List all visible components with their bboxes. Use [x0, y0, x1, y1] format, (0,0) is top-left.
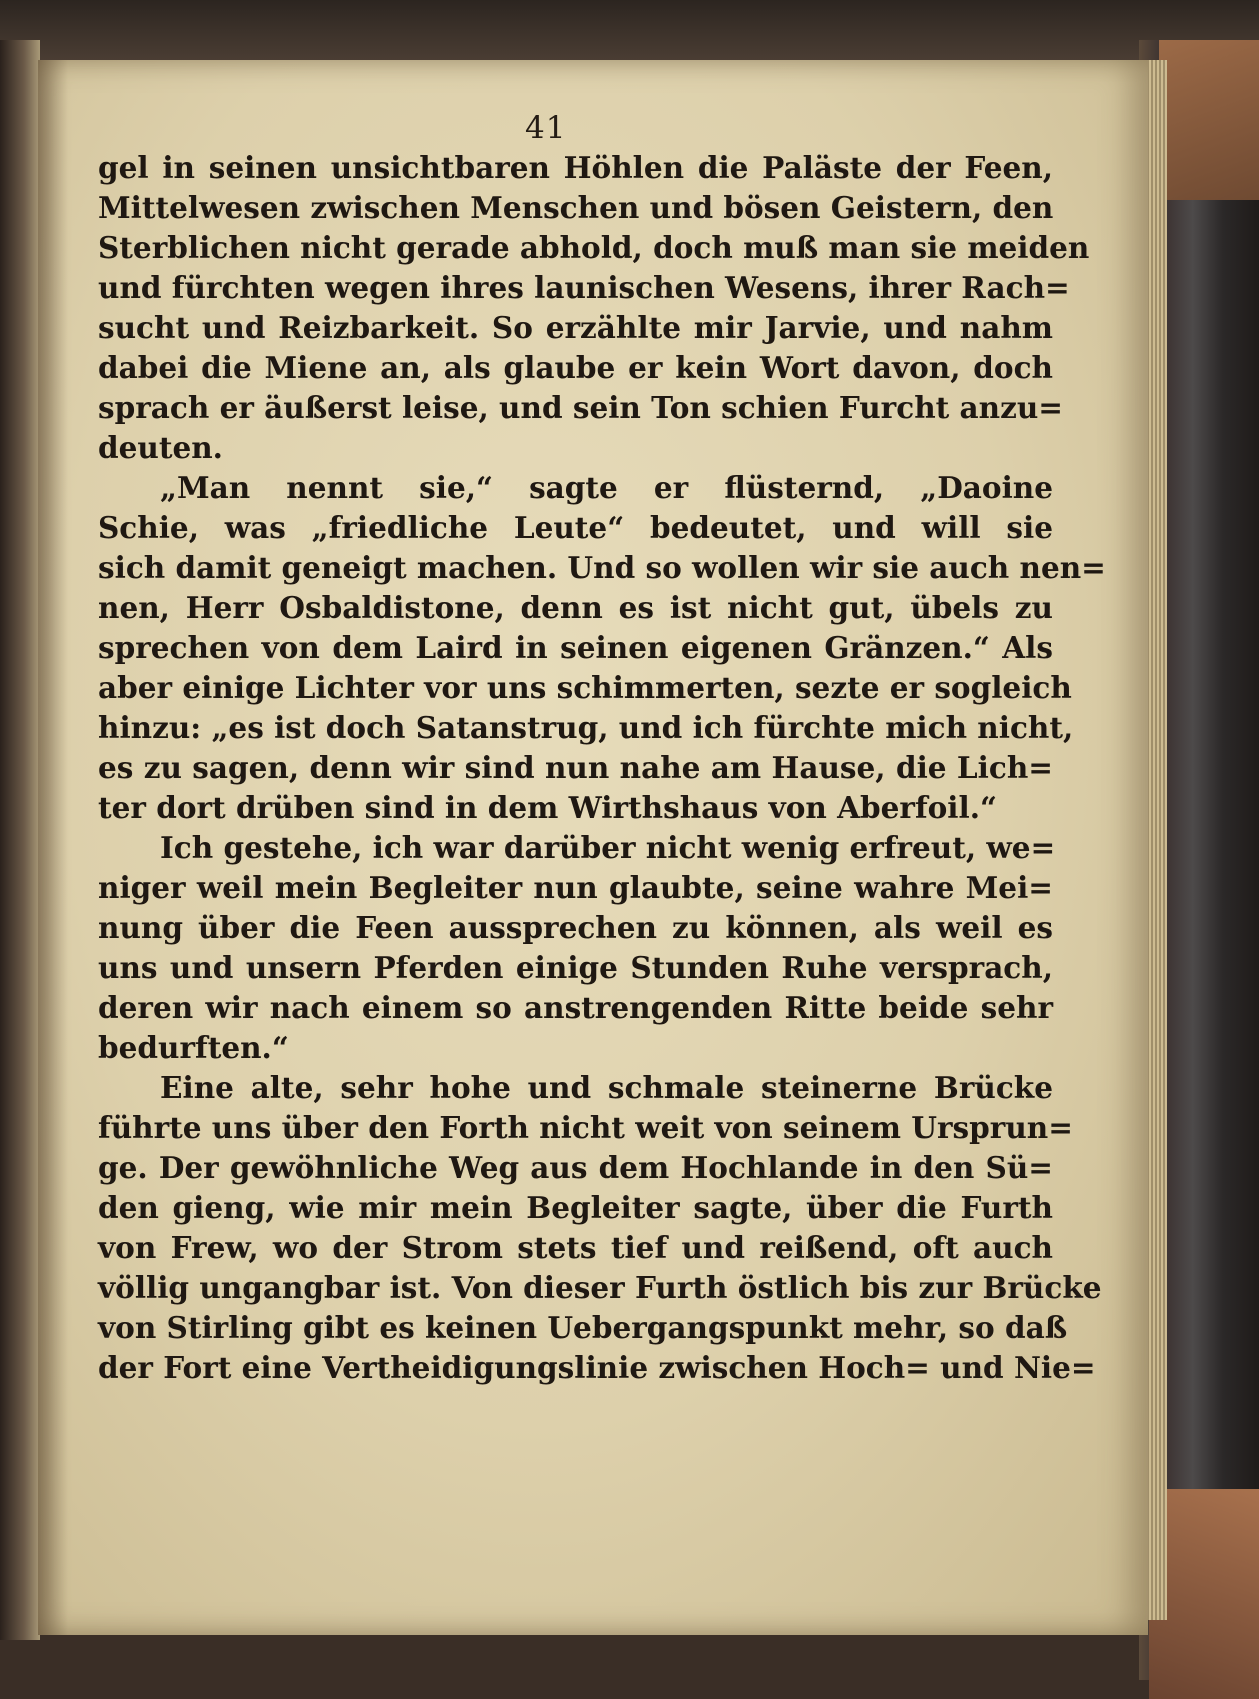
leather-corner-top	[1159, 40, 1259, 200]
text-line: gel in seinen unsichtbaren Höhlen die Paläste der Feen,	[98, 150, 1053, 185]
background-top	[0, 0, 1259, 60]
text-line: und fürchten wegen ihres launischen Wesens, ihrer Rach=	[98, 270, 1070, 305]
text-line: uns und unsern Pferden einige Stunden Ruhe versprach,	[98, 950, 1053, 985]
text-line: von Stirling gibt es keinen Uebergangspunkt mehr, so daß	[98, 1310, 1068, 1345]
page-number: 41	[525, 110, 567, 146]
text-line: nen, Herr Osbaldistone, denn es ist nicht gut, übels zu	[98, 590, 1053, 625]
text-line: niger weil mein Begleiter nun glaubte, seine wahre Mei=	[98, 870, 1053, 905]
text-line: den gieng, wie mir mein Begleiter sagte, über die Furth	[98, 1190, 1053, 1225]
text-line: sucht und Reizbarkeit. So erzählte mir Jarvie, und nahm	[98, 310, 1053, 345]
text-line: sprach er äußerst leise, und sein Ton schien Furcht anzu=	[98, 390, 1064, 425]
text-line: der Fort eine Vertheidigungslinie zwischen Hoch= und Nie=	[98, 1350, 1096, 1385]
text-line: deuten.	[98, 430, 223, 465]
text-line: ter dort drüben sind in dem Wirthshaus von Aberfoil.“	[98, 790, 997, 825]
text-line: dabei die Miene an, als glaube er kein Wort davon, doch	[98, 350, 1053, 385]
text-line: Eine alte, sehr hohe und schmale steinerne Brücke	[160, 1070, 1053, 1105]
text-line: sprechen von dem Laird in seinen eigenen Gränzen.“ Als	[98, 630, 1053, 665]
text-line: Ich gestehe, ich war darüber nicht wenig erfreut, we=	[160, 830, 1056, 865]
text-line: „Man nennt sie,“ sagte er flüsternd, „Daoine	[160, 470, 1053, 505]
text-line: Sterblichen nicht gerade abhold, doch muß man sie meiden	[98, 230, 1090, 265]
text-line: hinzu: „es ist doch Satanstrug, und ich fürchte mich nicht,	[98, 710, 1074, 745]
text-line: Schie, was „friedliche Leute“ bedeutet, und will sie	[98, 510, 1053, 545]
text-line: ge. Der gewöhnliche Weg aus dem Hochlande in den Sü=	[98, 1150, 1053, 1185]
text-line: aber einige Lichter vor uns schimmerten, sezte er sogleich	[98, 670, 1072, 705]
text-line: völlig ungangbar ist. Von dieser Furth östlich bis zur Brücke	[98, 1270, 1102, 1305]
text-line: nung über die Feen aussprechen zu können, als weil es	[98, 910, 1053, 945]
text-line: führte uns über den Forth nicht weit von seinem Ursprun=	[98, 1110, 1073, 1145]
page-gutter-shadow	[38, 60, 68, 1635]
text-line: von Frew, wo der Strom stets tief und reißend, oft auch	[98, 1230, 1053, 1265]
text-line: sich damit geneigt machen. Und so wollen wir sie auch nen=	[98, 550, 1106, 585]
body-text	[98, 148, 1106, 1388]
book-spine	[0, 40, 40, 1640]
text-line: deren wir nach einem so anstrengenden Ritte beide sehr	[98, 990, 1053, 1025]
text-line: Mittelwesen zwischen Menschen und bösen Geistern, den	[98, 190, 1054, 225]
text-line: bedurften.“	[98, 1030, 289, 1065]
text-line: es zu sagen, denn wir sind nun nahe am Hause, die Lich=	[98, 750, 1053, 785]
